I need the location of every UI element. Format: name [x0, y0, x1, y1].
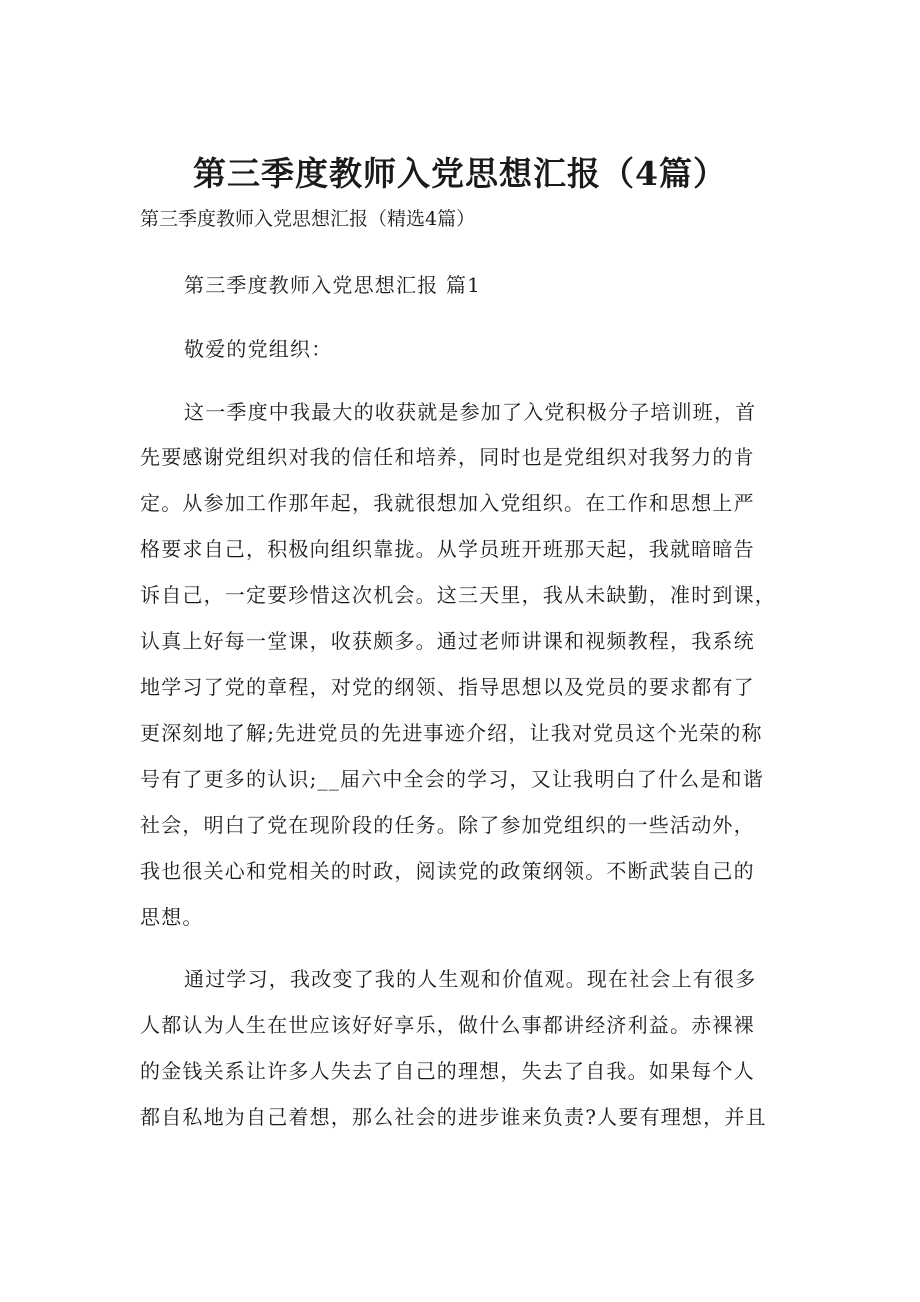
- document-subtitle: 第三季度教师入党思想汇报（精选4篇）: [140, 208, 476, 230]
- paragraph-line: 格要求自己，积极向组织靠拢。从学员班开班那天起，我就暗暗告: [140, 537, 755, 561]
- paragraph-line: 更深刻地了解;先进党员的先进事迹介绍，让我对党员这个光荣的称: [140, 721, 763, 745]
- paragraph-line: 人都认为人生在世应该好好享乐，做什么事都讲经济利益。赤裸裸: [140, 1013, 755, 1037]
- paragraph-line: 的金钱关系让许多人失去了自己的理想，失去了自我。如果每个人: [140, 1059, 755, 1083]
- paragraph-line: 社会，明白了党在现阶段的任务。除了参加党组织的一些活动外，: [140, 813, 755, 837]
- paragraph-line: 都自私地为自己着想，那么社会的进步谁来负责?人要有理想，并且: [140, 1105, 767, 1129]
- salutation: 敬爱的党组织：: [184, 337, 333, 361]
- paragraph-line: 诉自己，一定要珍惜这次机会。这三天里，我从未缺勤，准时到课，: [140, 583, 776, 607]
- section-heading: 第三季度教师入党思想汇报 篇1: [184, 273, 482, 297]
- paragraph-line: 先要感谢党组织对我的信任和培养，同时也是党组织对我努力的肯: [140, 445, 755, 469]
- paragraph-line: 这一季度中我最大的收获就是参加了入党积极分子培训班，首: [184, 400, 757, 424]
- paragraph-line: 我也很关心和党相关的时政，阅读党的政策纲领。不断武装自己的: [140, 859, 755, 883]
- paragraph-line: 定。从参加工作那年起，我就很想加入党组织。在工作和思想上严: [140, 491, 755, 515]
- paragraph-line: 思想。: [140, 905, 204, 929]
- document-title: 第三季度教师入党思想汇报（4篇）: [193, 154, 727, 193]
- paragraph-line: 通过学习，我改变了我的人生观和价值观。现在社会上有很多: [184, 967, 757, 991]
- paragraph-line: 认真上好每一堂课，收获颇多。通过老师讲课和视频教程，我系统: [140, 629, 755, 653]
- paragraph-line: 地学习了党的章程，对党的纲领、指导思想以及党员的要求都有了: [140, 675, 755, 699]
- paragraph-line: 号有了更多的认识;__届六中全会的学习，又让我明白了什么是和谐: [140, 767, 764, 791]
